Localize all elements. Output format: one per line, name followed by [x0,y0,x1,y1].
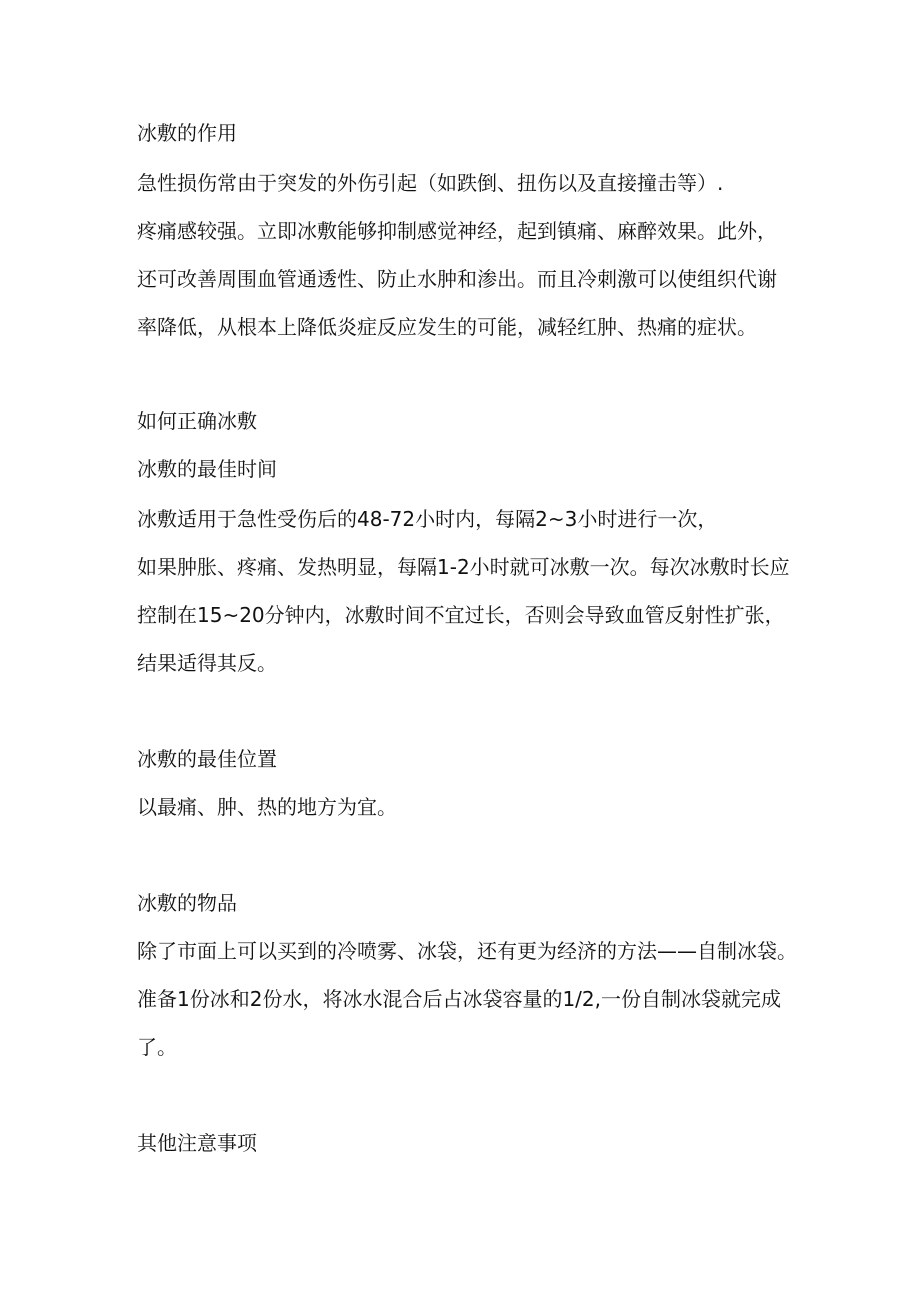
paragraph-line: 如果肿胀、疼痛、发热明显，每隔1-2小时就可冰敷一次。每次冰敷时长应 [137,555,790,579]
paragraph-line: 结果适得其反。 [137,651,277,675]
paragraph-line: 疼痛感较强。立即冰敷能够抑制感觉神经，起到镇痛、麻醉效果。此外， [137,219,777,243]
paragraph-line: 还可改善周围血管通透性、防止水肿和渗出。而且冷刺激可以使组织代谢 [137,267,777,291]
section-heading-ice-compress-effect: 冰敷的作用 [137,121,237,145]
section-heading-how-to-ice: 如何正确冰敷 [137,409,257,433]
paragraph-line: 率降低，从根本上降低炎症反应发生的可能，减轻红肿、热痛的症状。 [137,315,757,339]
section-heading-best-position: 冰敷的最佳位置 [137,747,277,771]
subheading-best-time: 冰敷的最佳时间 [137,457,277,481]
paragraph-line: 除了市面上可以买到的冷喷雾、冰袋，还有更为经济的方法——自制冰袋。 [137,939,797,963]
paragraph-line: 准备1份冰和2份水，将冰水混合后占冰袋容量的1/2,一份自制冰袋就完成 [137,987,781,1011]
paragraph-line: 了。 [137,1035,177,1059]
paragraph-line: 冰敷适用于急性受伤后的48-72小时内，每隔2~3小时进行一次， [137,507,718,531]
section-heading-other-notes: 其他注意事项 [137,1131,257,1155]
section-heading-ice-items: 冰敷的物品 [137,891,237,915]
paragraph-line: 控制在15~20分钟内，冰敷时间不宜过长，否则会导致血管反射性扩张， [137,603,785,627]
paragraph-line: 急性损伤常由于突发的外伤引起（如跌倒、扭伤以及直接撞击等）. [137,171,724,195]
paragraph-line: 以最痛、肿、热的地方为宜。 [137,795,397,819]
